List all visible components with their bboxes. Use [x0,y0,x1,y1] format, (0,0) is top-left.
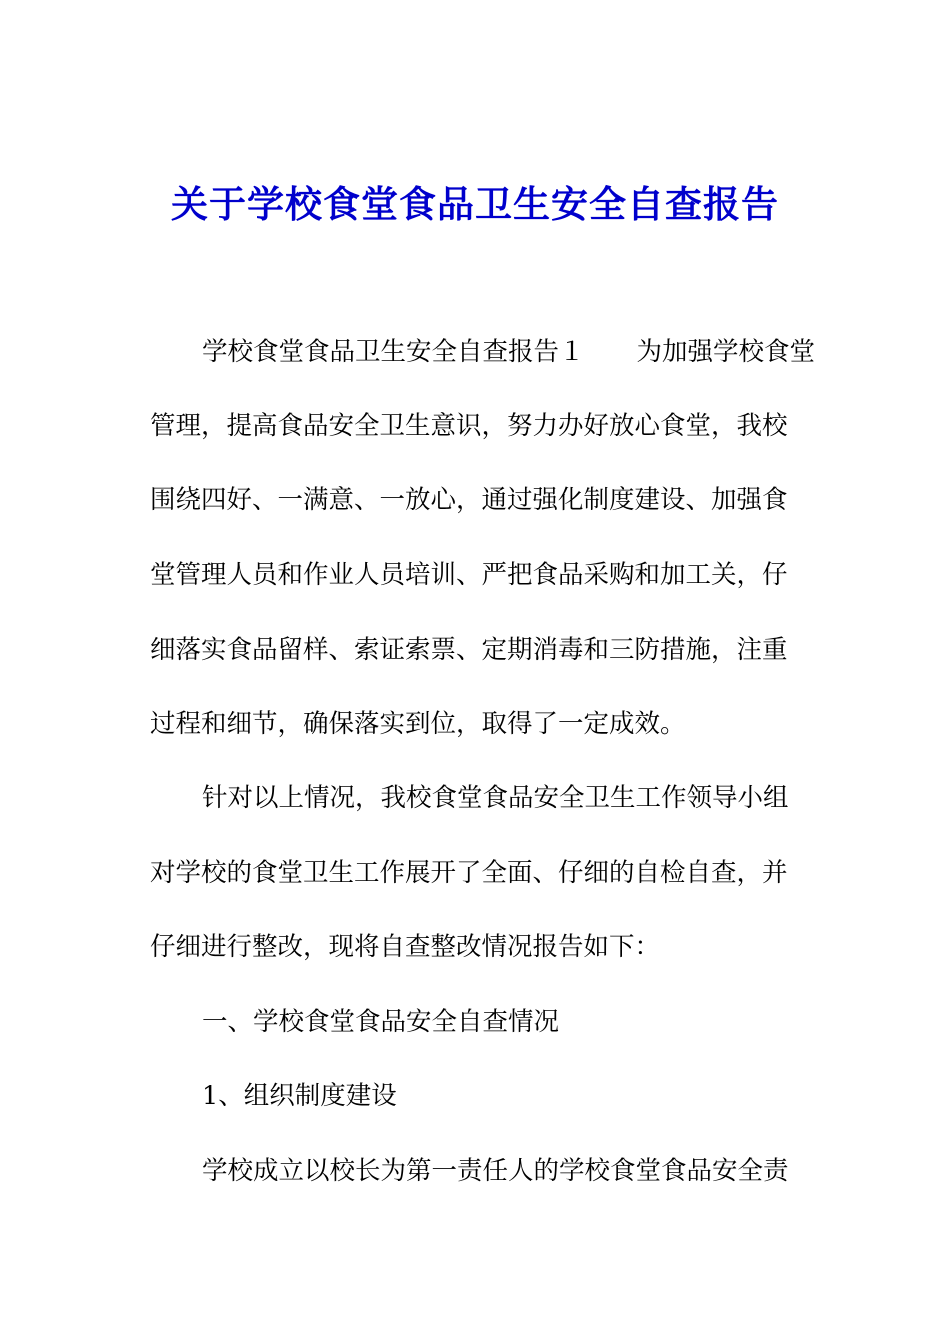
paragraph-line: 管理，提高食品安全卫生意识，努力办好放心食堂，我校 [150,411,788,441]
embedded-report-heading: 学校食堂食品卫生安全自查报告１ [202,337,585,367]
section-heading: 一、学校食堂食品安全自查情况 [202,1007,560,1037]
paragraph-text: 为加强学校食堂 [636,337,816,367]
paragraph-line: 对学校的食堂卫生工作展开了全面、仔细的自检自查，并 [150,858,788,888]
subsection-heading: 1、组织制度建设 [202,1081,397,1111]
paragraph-line: 学校成立以校长为第一责任人的学校食堂食品安全责 [202,1156,789,1186]
paragraph-line: 围绕四好、一满意、一放心，通过强化制度建设、加强食 [150,485,788,515]
document-title: 关于学校食堂食品卫生安全自查报告 [171,182,779,226]
paragraph-line: 细落实食品留样、索证索票、定期消毒和三防措施，注重 [150,635,788,665]
paragraph-line: 堂管理人员和作业人员培训、严把食品采购和加工关，仔 [150,560,788,590]
paragraph-line: 针对以上情况，我校食堂食品安全卫生工作领导小组 [202,783,789,813]
paragraph-line: 过程和细节，确保落实到位，取得了一定成效。 [150,709,686,739]
paragraph-line [202,334,815,370]
paragraph-line: 仔细进行整改，现将自查整改情况报告如下： [150,932,661,962]
